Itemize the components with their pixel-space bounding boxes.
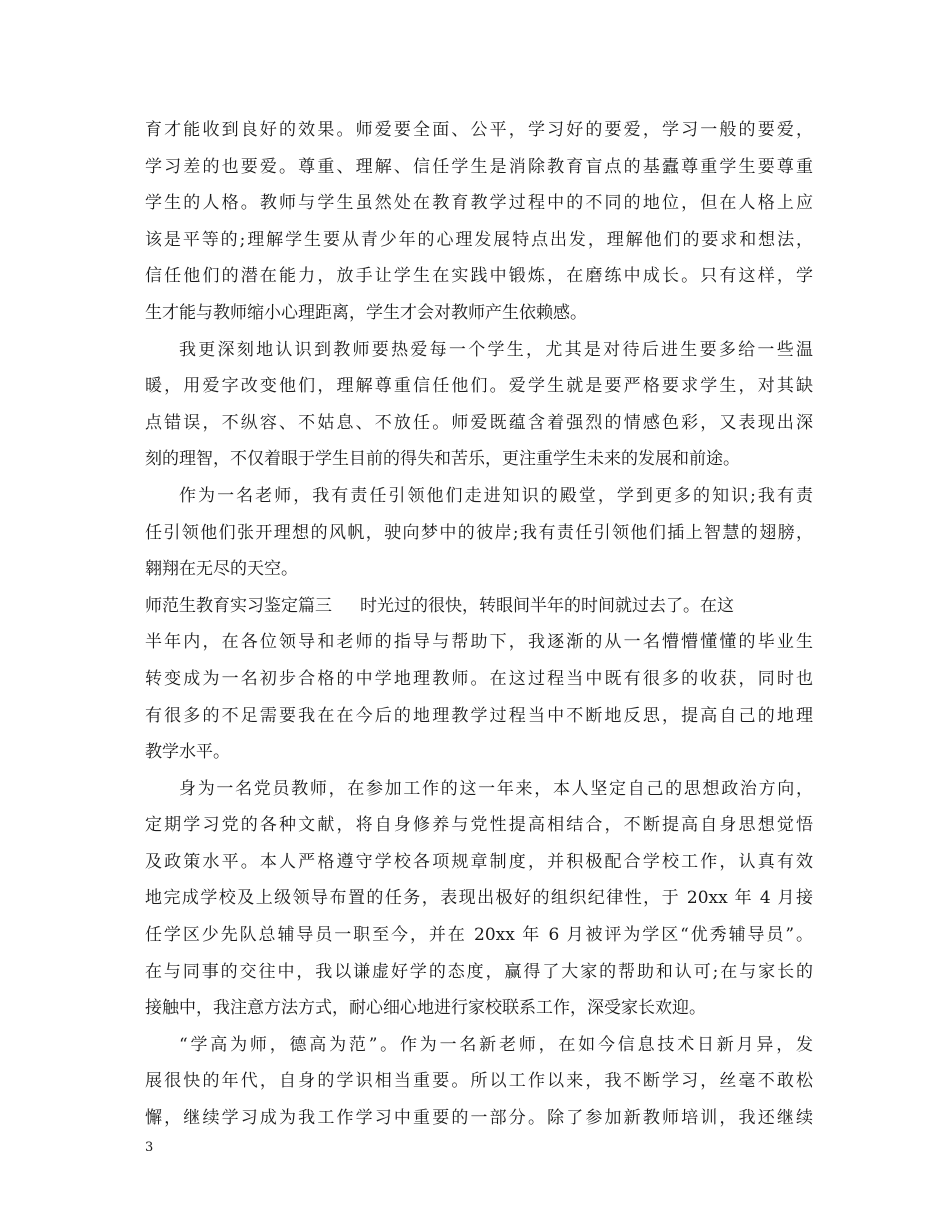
paragraph-first-line: 我更深刻地认识到教师要热爱每一个学生，尤其是对待后进生要多给一些温 [179,339,813,360]
text-line: 及政策水平。本人严格遵守学校各项规章制度，并积极配合学校工作，认真有效 [145,851,813,872]
section-intro-text: 时光过的很快，转眼间半年的时间就过去了。在这 [360,595,734,616]
text-line: 学习差的也要爱。尊重、理解、信任学生是消除教育盲点的基蠹尊重学生要尊重 [145,156,813,177]
text-line: 懈，继续学习成为我工作学习中重要的一部分。除了参加新教师培训，我还继续 [145,1108,813,1129]
text-line: 定期学习党的各种文献，将自身修养与党性提高相结合，不断提高自身思想觉悟 [145,815,813,836]
text-line: 任学区少先队总辅导员一职至今，并在 20xx 年 6 月被评为学区“优秀辅导员”。 [145,925,813,946]
text-line: 任引领他们张开理想的风帆，驶向梦中的彼岸;我有责任引领他们插上智慧的翅膀， [145,522,813,543]
paragraph-first-line: 身为一名党员教师，在参加工作的这一年来，本人坚定自己的思想政治方向， [179,778,813,799]
document-body [145,112,813,1137]
paragraph-first-line: 作为一名老师，我有责任引领他们走进知识的殿堂，学到更多的知识;我有责 [179,485,813,506]
text-line: 在与同事的交往中，我以谦虚好学的态度，赢得了大家的帮助和认可;在与家长的 [145,961,813,982]
section-heading: 师范生教育实习鉴定篇三 [145,595,332,616]
text-line: 转变成为一名初步合格的中学地理教师。在这过程当中既有很多的收获，同时也 [145,668,813,689]
text-line: 翱翔在无尽的天空。 [145,559,298,580]
paragraph-first-line: “学高为师，德高为范”。作为一名新老师，在如今信息技术日新月异，发 [179,1034,813,1055]
text-line: 接触中，我注意方法方式，耐心细心地进行家校联系工作，深受家长欢迎。 [145,998,706,1019]
text-line: 暖，用爱字改变他们，理解尊重信任他们。爱学生就是要严格要求学生，对其缺 [145,376,813,397]
text-line: 生才能与教师缩小心理距离，学生才会对教师产生依赖感。 [145,302,587,323]
text-line: 地完成学校及上级领导布置的任务，表现出极好的组织纪律性，于 20xx 年 4 月接 [145,888,813,909]
section-heading-line [145,588,813,625]
text-line: 有很多的不足需要我在在今后的地理教学过程当中不断地反思，提高自己的地理 [145,705,813,726]
text-line: 刻的理智，不仅着眼于学生目前的得失和苦乐，更注重学生未来的发展和前途。 [145,449,740,470]
text-line: 育才能收到良好的效果。师爱要全面、公平，学习好的要爱，学习一般的要爱， [145,120,813,140]
page-number: 3 [145,1140,154,1155]
text-line: 半年内，在各位领导和老师的指导与帮助下，我逐渐的从一名懵懵懂懂的毕业生 [145,632,813,653]
text-line: 该是平等的;理解学生要从青少年的心理发展特点出发，理解他们的要求和想法， [145,229,813,250]
text-line: 学生的人格。教师与学生虽然处在教育教学过程中的不同的地位，但在人格上应 [145,193,813,214]
text-line: 展很快的年代，自身的学识相当重要。所以工作以来，我不断学习，丝毫不敢松 [145,1071,813,1092]
text-line: 点错误，不纵容、不姑息、不放任。师爱既蕴含着强烈的情感色彩，又表现出深 [145,412,813,433]
text-line: 教学水平。 [145,742,230,763]
text-line: 信任他们的潜在能力，放手让学生在实践中锻炼，在磨练中成长。只有这样，学 [145,266,813,287]
